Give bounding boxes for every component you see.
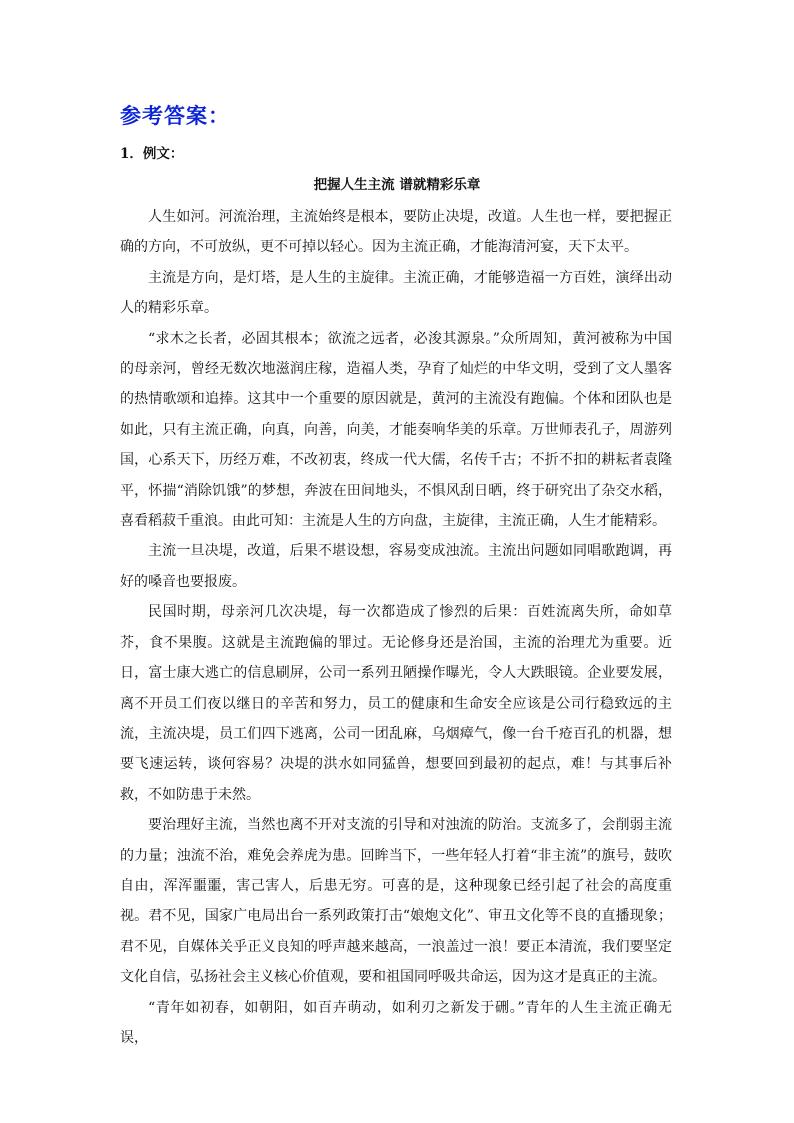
essay-title: 把握人生主流 谱就精彩乐章 [313,177,481,193]
essay-paragraph: 主流一旦决堤，改道，后果不堪设想，容易变成浊流。主流出问题如同唱歌跑调，再好的嗓音也要报废。 [120,543,672,590]
question-number-label: 1．例文： [120,146,184,162]
essay-body [120,202,672,1053]
essay-paragraph: “求木之长者，必固其根本；欲流之远者，必浚其源泉。”众所周知，黄河被称为中国的母亲河，曾经无数次地滋润庄稼，造福人类，孕育了灿烂的中华文明，受到了文人墨客的热情歌颂和追捧。这其中一个重要的原因就是，黄河的主流没有跑偏。个体和团队也是如此，只有主流正确，向真，向善，向美，才能奏响华美的乐章。万世师表孔子，周游列国，心系天下，历经万难，不改初衷，终成一代大儒，名传千古；不折不扣的耕耘者袁隆平，怀揣“消除饥饿”的梦想，奔波在田间地头，不惧风刮日晒，终于研究出了杂交水稻，喜看稻菽千重浪。由此可知：主流是人生的方向盘，主旋律，主流正确，人生才能精彩。 [120,330,672,530]
essay-paragraph: 民国时期，母亲河几次决堤，每一次都造成了惨烈的后果：百姓流离失所，命如草芥，食不果腹。这就是主流跑偏的罪过。无论修身还是治国，主流的治理尤为重要。近日，富士康大逃亡的信息刷屏，公司一系列丑陋操作曝光，令人大跌眼镜。企业要发展，离不开员工们夜以继日的辛苦和努力，员工的健康和生命安全应该是公司行稳致远的主流，主流决堤，员工们四下逃离，公司一团乱麻，乌烟瘴气，像一台千疮百孔的机器，想要飞速运转，谈何容易？决堤的洪水如同猛兽，想要回到最初的起点，难！与其事后补救，不如防患于未然。 [120,604,672,803]
answer-heading: 参考答案： [120,104,230,128]
essay-paragraph: 主流是方向，是灯塔，是人生的主旋律。主流正确，才能够造福一方百姓，演绎出动人的精彩乐章。 [120,269,672,317]
essay-paragraph: 要治理好主流，当然也离不开对支流的引导和对浊流的防治。支流多了，会削弱主流的力量；浊流不治，难免会养虎为患。回眸当下，一些年轻人打着“非主流”的旗号，鼓吹自由，浑浑噩噩，害己害人，后患无穷。可喜的是，这种现象已经引起了社会的高度重视。君不见，国家广电局出台一系列政策打击“娘炮文化”、审丑文化等不良的直播现象；君不见，自媒体关乎正义良知的呼声越来越高，一浪盖过一浪！要正本清流，我们要坚定文化自信，弘扬社会主义核心价值观，要和祖国同呼吸共命运，因为这才是真正的主流。 [120,817,672,986]
essay-paragraph: “青年如初春，如朝阳，如百卉萌动，如利刃之新发于硎。”青年的人生主流正确无误， [120,999,672,1046]
essay-paragraph: 人生如河。河流治理，主流始终是根本，要防止决堤，改道。人生也一样，要把握正确的方向，不可放纵，更不可掉以轻心。因为主流正确，才能海清河宴，天下太平。 [120,209,672,256]
